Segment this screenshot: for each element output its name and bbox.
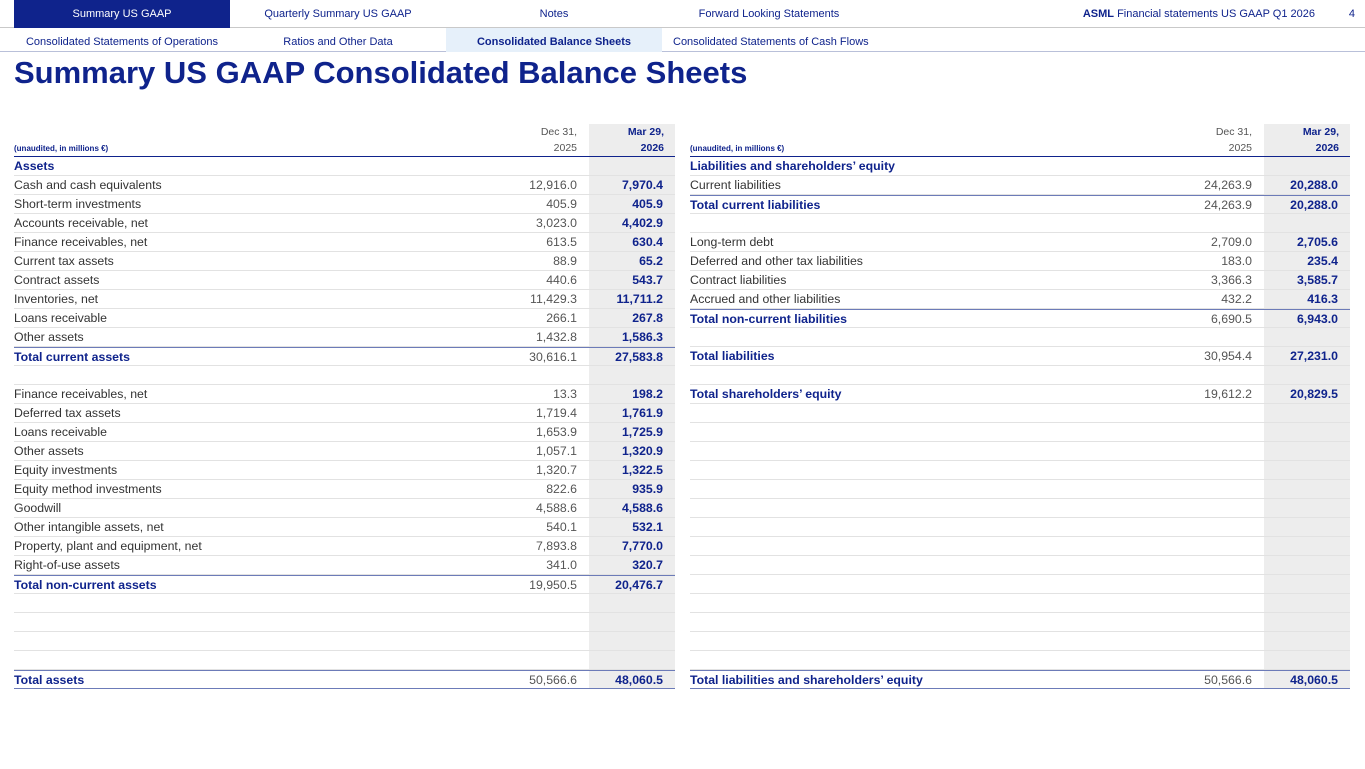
- row-label: Cash and cash equivalents: [14, 178, 162, 192]
- table-row: [690, 176, 1350, 195]
- current-period-value: 2,705.6: [1296, 235, 1338, 249]
- prior-period-value: 1,320.7: [535, 463, 577, 477]
- table-row: [14, 195, 675, 214]
- tab-quarterly-summary-us-gaap[interactable]: Quarterly Summary US GAAP: [264, 8, 412, 20]
- row-label: Contract liabilities: [690, 273, 787, 287]
- prior-period-value: 405.9: [546, 197, 577, 211]
- prior-period-value: 341.0: [546, 558, 577, 572]
- prior-period-value: 1,653.9: [535, 425, 577, 439]
- row-label: Total current assets: [14, 350, 130, 364]
- table-row: [690, 252, 1350, 271]
- subtab-balance-sheets[interactable]: Consolidated Balance Sheets: [446, 28, 662, 52]
- table-row: [14, 423, 675, 442]
- current-period-value: 27,231.0: [1290, 349, 1338, 363]
- current-period-value: 532.1: [632, 520, 663, 534]
- row-label: Other intangible assets, net: [14, 520, 164, 534]
- current-period-value: 20,288.0: [1290, 178, 1338, 192]
- current-period-value: 1,586.3: [621, 330, 663, 344]
- tab-forward-looking-statements[interactable]: Forward Looking Statements: [698, 8, 840, 20]
- table-body: [690, 157, 1350, 689]
- row-label: Property, plant and equipment, net: [14, 539, 202, 553]
- row-label: Short-term investments: [14, 197, 142, 211]
- current-period-value: 543.7: [632, 273, 663, 287]
- prior-period-value: 4,588.6: [535, 501, 577, 515]
- row-label: Total non-current assets: [14, 578, 157, 592]
- row-label: Right-of-use assets: [14, 558, 120, 572]
- current-period-value: 48,060.5: [1290, 673, 1338, 687]
- table-row: [14, 290, 675, 309]
- row-label: Goodwill: [14, 501, 62, 515]
- table-row: [690, 347, 1350, 366]
- table-row: [14, 632, 675, 651]
- table-row: [690, 385, 1350, 404]
- row-label: Long-term debt: [690, 235, 774, 249]
- prior-period-value: 266.1: [546, 311, 577, 325]
- row-label: Assets: [14, 159, 55, 173]
- row-label: Finance receivables, net: [14, 387, 148, 401]
- col-prior-header: [1166, 124, 1252, 156]
- current-period-value: 320.7: [632, 558, 663, 572]
- table-row: [690, 366, 1350, 385]
- col-prior-line1: Dec 31,: [540, 126, 577, 138]
- current-period-value: 3,585.7: [1296, 273, 1338, 287]
- prior-period-value: 24,263.9: [1204, 178, 1252, 192]
- col-prior-line1: Dec 31,: [1215, 126, 1252, 138]
- table-row: [14, 651, 675, 670]
- table-body: [14, 157, 675, 689]
- table-row: [14, 309, 675, 328]
- tab-notes[interactable]: Notes: [539, 8, 569, 20]
- prior-period-value: 19,950.5: [529, 578, 577, 592]
- prior-period-value: 19,612.2: [1204, 387, 1252, 401]
- current-period-value: 11,711.2: [616, 292, 663, 306]
- table-row: [14, 366, 675, 385]
- row-label: Deferred tax assets: [14, 406, 121, 420]
- table-row: [690, 613, 1350, 632]
- current-period-value: 235.4: [1307, 254, 1338, 268]
- table-row: [690, 404, 1350, 423]
- table-row: [14, 556, 675, 575]
- row-label: Equity investments: [14, 463, 118, 477]
- row-label: Loans receivable: [14, 425, 107, 439]
- prior-period-value: 50,566.6: [529, 673, 577, 687]
- row-label: Total non-current liabilities: [690, 312, 847, 326]
- subtab-ratios-and-other-data[interactable]: Ratios and Other Data: [283, 36, 393, 48]
- unit-label: (unaudited, in millions €): [690, 144, 785, 153]
- row-label: Equity method investments: [14, 482, 162, 496]
- unit-label: (unaudited, in millions €): [14, 144, 109, 153]
- col-prior-header: [491, 124, 577, 156]
- subtab-cash-flows[interactable]: Consolidated Statements of Cash Flows: [673, 36, 869, 48]
- current-period-value: 4,402.9: [621, 216, 663, 230]
- prior-period-value: 88.9: [553, 254, 577, 268]
- prior-period-value: 12,916.0: [529, 178, 577, 192]
- col-prior-line2: 2025: [553, 142, 577, 154]
- table-row: [14, 670, 675, 689]
- row-label: Deferred and other tax liabilities: [690, 254, 863, 268]
- top-navigation: [0, 0, 1365, 28]
- table-row: [14, 499, 675, 518]
- row-label: Accrued and other liabilities: [690, 292, 841, 306]
- current-period-value: 1,725.9: [621, 425, 663, 439]
- table-row: [14, 347, 675, 366]
- prior-period-value: 50,566.6: [1204, 673, 1252, 687]
- prior-period-value: 11,429.3: [530, 292, 577, 306]
- table-row: [14, 385, 675, 404]
- current-period-value: 935.9: [632, 482, 663, 496]
- table-row: [690, 233, 1350, 252]
- table-row: [690, 632, 1350, 651]
- current-period-value: 1,320.9: [621, 444, 663, 458]
- table-row: [690, 594, 1350, 613]
- row-label: Liabilities and shareholders’ equity: [690, 159, 896, 173]
- col-current-line1: Mar 29,: [1302, 126, 1339, 138]
- table-row: [14, 176, 675, 195]
- current-period-value: 405.9: [632, 197, 663, 211]
- table-row: [14, 461, 675, 480]
- table-row: [690, 461, 1350, 480]
- row-label: Total current liabilities: [690, 198, 821, 212]
- table-header: [690, 124, 1350, 157]
- prior-period-value: 183.0: [1221, 254, 1252, 268]
- prior-period-value: 1,057.1: [535, 444, 577, 458]
- col-current-line2: 2026: [640, 142, 664, 154]
- table-row: [690, 157, 1350, 176]
- tab-summary-us-gaap[interactable]: Summary US GAAP: [14, 0, 230, 28]
- row-label: Other assets: [14, 330, 84, 344]
- row-label: Current liabilities: [690, 178, 781, 192]
- table-row: [690, 195, 1350, 214]
- prior-period-value: 13.3: [553, 387, 577, 401]
- prior-period-value: 6,690.5: [1210, 312, 1252, 326]
- table-row: [690, 670, 1350, 689]
- table-row: [14, 518, 675, 537]
- report-name: Financial statements US GAAP Q1 2026: [1114, 8, 1315, 20]
- row-label: Inventories, net: [14, 292, 99, 306]
- row-label: Loans receivable: [14, 311, 107, 325]
- table-row: [690, 423, 1350, 442]
- row-label: Contract assets: [14, 273, 100, 287]
- table-row: [14, 328, 675, 347]
- table-row: [690, 214, 1350, 233]
- current-period-value: 630.4: [632, 235, 663, 249]
- table-row: [690, 651, 1350, 670]
- assets-table: [14, 124, 675, 689]
- prior-period-value: 440.6: [546, 273, 577, 287]
- table-row: [690, 290, 1350, 309]
- table-header: [14, 124, 675, 157]
- sub-navigation: [0, 28, 1365, 52]
- table-row: [690, 556, 1350, 575]
- col-current-header: [1264, 124, 1350, 156]
- prior-period-value: 3,023.0: [535, 216, 577, 230]
- page-title: Summary US GAAP Consolidated Balance Sheets: [14, 55, 748, 90]
- table-row: [690, 309, 1350, 328]
- prior-period-value: 3,366.3: [1210, 273, 1252, 287]
- table-row: [690, 537, 1350, 556]
- row-label: Other assets: [14, 444, 84, 458]
- prior-period-value: 7,893.8: [535, 539, 577, 553]
- prior-period-value: 2,709.0: [1210, 235, 1252, 249]
- row-label: Current tax assets: [14, 254, 114, 268]
- current-period-value: 198.2: [632, 387, 663, 401]
- table-row: [690, 328, 1350, 347]
- table-row: [690, 271, 1350, 290]
- page-number: 4: [1348, 8, 1355, 20]
- row-label: Total liabilities: [690, 349, 775, 363]
- current-period-value: 7,970.4: [621, 178, 663, 192]
- current-period-value: 1,761.9: [621, 406, 663, 420]
- col-prior-line2: 2025: [1228, 142, 1252, 154]
- prior-period-value: 30,954.4: [1204, 349, 1252, 363]
- subtab-statements-of-operations[interactable]: Consolidated Statements of Operations: [25, 36, 218, 48]
- table-row: [14, 613, 675, 632]
- prior-period-value: 1,719.4: [535, 406, 577, 420]
- col-current-line2: 2026: [1315, 142, 1339, 154]
- current-period-value: 48,060.5: [615, 673, 663, 687]
- table-row: [14, 594, 675, 613]
- prior-period-value: 613.5: [546, 235, 577, 249]
- table-row: [14, 537, 675, 556]
- table-row: [690, 499, 1350, 518]
- table-row: [14, 404, 675, 423]
- prior-period-value: 822.6: [546, 482, 577, 496]
- row-label: Total shareholders’ equity: [690, 387, 842, 401]
- table-row: [690, 442, 1350, 461]
- table-row: [14, 252, 675, 271]
- prior-period-value: 432.2: [1221, 292, 1252, 306]
- table-row: [14, 575, 675, 594]
- row-label: Total assets: [14, 673, 85, 687]
- current-period-value: 7,770.0: [621, 539, 663, 553]
- current-period-value: 27,583.8: [615, 350, 663, 364]
- current-period-value: 20,476.7: [615, 578, 663, 592]
- prior-period-value: 1,432.8: [535, 330, 577, 344]
- report-title: [1083, 0, 1315, 28]
- row-label: Total liabilities and shareholders’ equity: [690, 673, 923, 687]
- row-label: Finance receivables, net: [14, 235, 148, 249]
- prior-period-value: 540.1: [546, 520, 577, 534]
- col-current-header: [589, 124, 675, 156]
- current-period-value: 20,288.0: [1290, 198, 1338, 212]
- current-period-value: 6,943.0: [1296, 312, 1338, 326]
- table-row: [14, 157, 675, 176]
- liabilities-table: [690, 124, 1350, 689]
- table-row: [14, 233, 675, 252]
- current-period-value: 4,588.6: [621, 501, 663, 515]
- table-row: [14, 480, 675, 499]
- table-row: [690, 518, 1350, 537]
- table-row: [14, 442, 675, 461]
- table-row: [690, 480, 1350, 499]
- col-current-line1: Mar 29,: [627, 126, 664, 138]
- current-period-value: 267.8: [632, 311, 663, 325]
- prior-period-value: 30,616.1: [529, 350, 577, 364]
- row-label: Accounts receivable, net: [14, 216, 148, 230]
- prior-period-value: 24,263.9: [1204, 198, 1252, 212]
- table-row: [690, 575, 1350, 594]
- current-period-value: 1,322.5: [621, 463, 663, 477]
- brand-name: ASML: [1082, 8, 1115, 20]
- current-period-value: 416.3: [1307, 292, 1338, 306]
- table-row: [14, 271, 675, 290]
- current-period-value: 65.2: [639, 254, 663, 268]
- current-period-value: 20,829.5: [1290, 387, 1338, 401]
- table-row: [14, 214, 675, 233]
